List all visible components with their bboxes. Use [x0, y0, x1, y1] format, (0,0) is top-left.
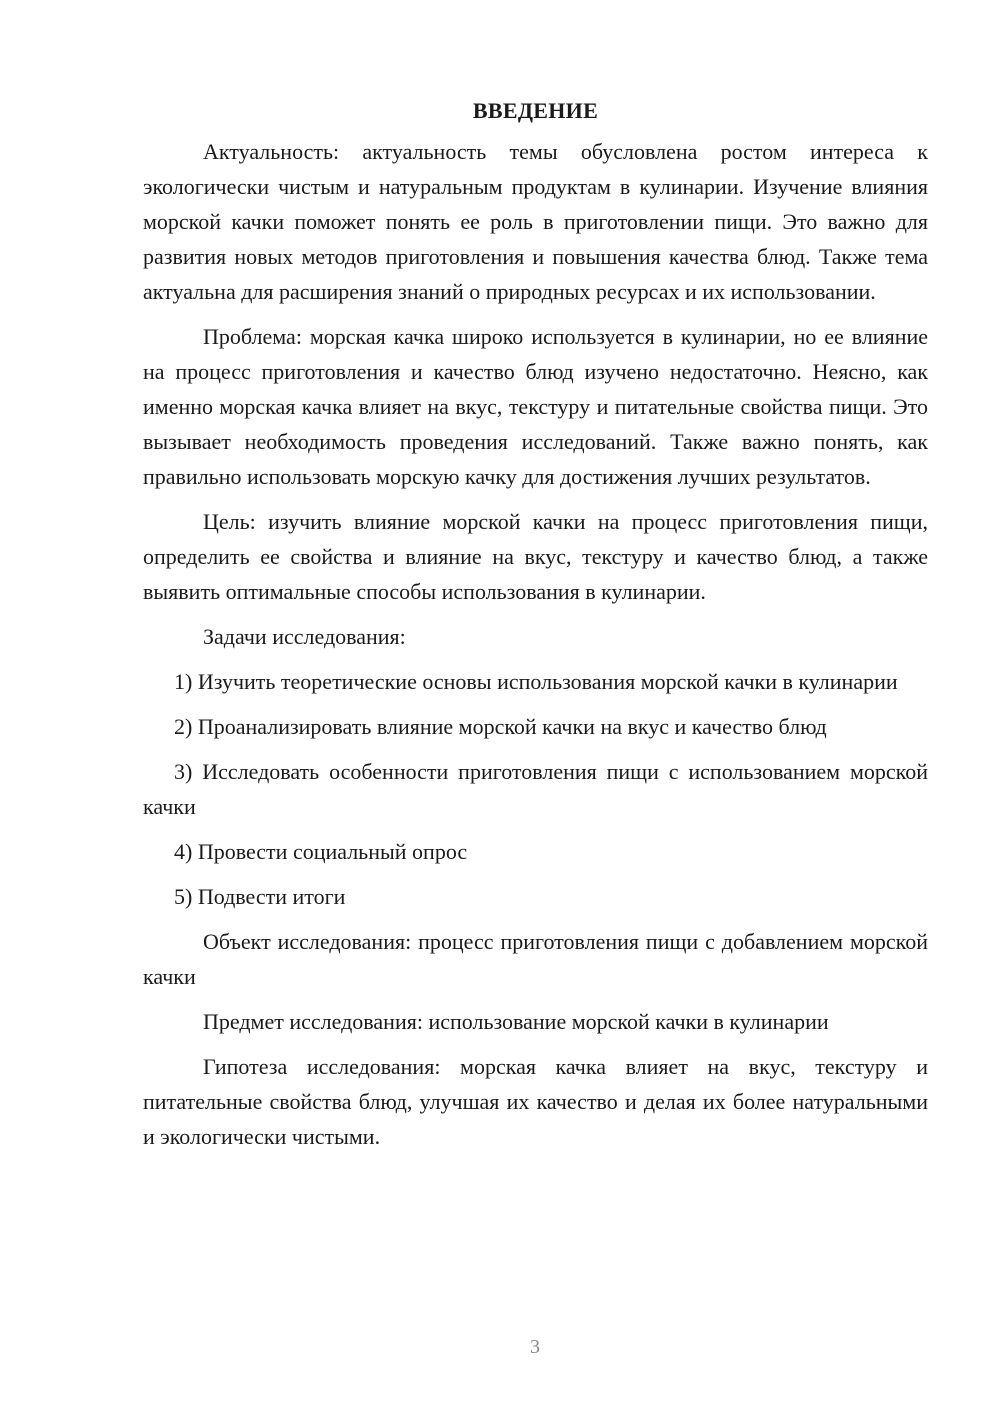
problem-paragraph: Проблема: морская качка широко используется в кулинарии, но ее влияние на процесс приготовления и качество блюд изучено недостаточно. Неясно, как именно морская качка влияет на вкус, текстуру и питательные свойства пищи. Это вызывает необходимость проведения исследований. Также важно понять, как правильно использовать морскую качку для достижения лучших результатов. [143, 324, 928, 489]
relevance-paragraph: Актуальность: актуальность темы обусловлена ростом интереса к экологически чистым и натуральным продуктам в кулинарии. Изучение влияния морской качки поможет понять ее роль в приготовлении пищи. Это важно для развития новых методов приготовления и повышения качества блюд. Также тема актуальна для расширения знаний о природных ресурсах и их использовании. [143, 139, 928, 304]
page-number: 3 [530, 1336, 540, 1358]
goal-paragraph: Цель: изучить влияние морской качки на процесс приготовления пищи, определить ее свойства и влияние на вкус, текстуру и качество блюд, а также выявить оптимальные способы использования в кулинарии. [143, 509, 928, 604]
research-subject-paragraph: Предмет исследования: использование морской качки в кулинарии [203, 1009, 829, 1034]
task-item-4: 4) Провести социальный опрос [174, 839, 468, 864]
research-object-paragraph: Объект исследования: процесс приготовления пищи с добавлением морской качки [143, 929, 928, 989]
page-content [143, 96, 928, 1164]
task-item-1: 1) Изучить теоретические основы использования морской качки в кулинарии [174, 669, 898, 694]
task-item-2: 2) Проанализировать влияние морской качки на вкус и качество блюд [174, 714, 827, 739]
tasks-heading: Задачи исследования: [203, 624, 406, 649]
hypothesis-paragraph: Гипотеза исследования: морская качка влияет на вкус, текстуру и питательные свойства блюд, улучшая их качество и делая их более натуральными и экологически чистыми. [143, 1054, 928, 1149]
task-item-5: 5) Подвести итоги [174, 884, 346, 909]
section-heading: ВВЕДЕНИЕ [472, 98, 599, 123]
task-item-3: 3) Исследовать особенности приготовления пищи с использованием морской качки [143, 759, 928, 819]
